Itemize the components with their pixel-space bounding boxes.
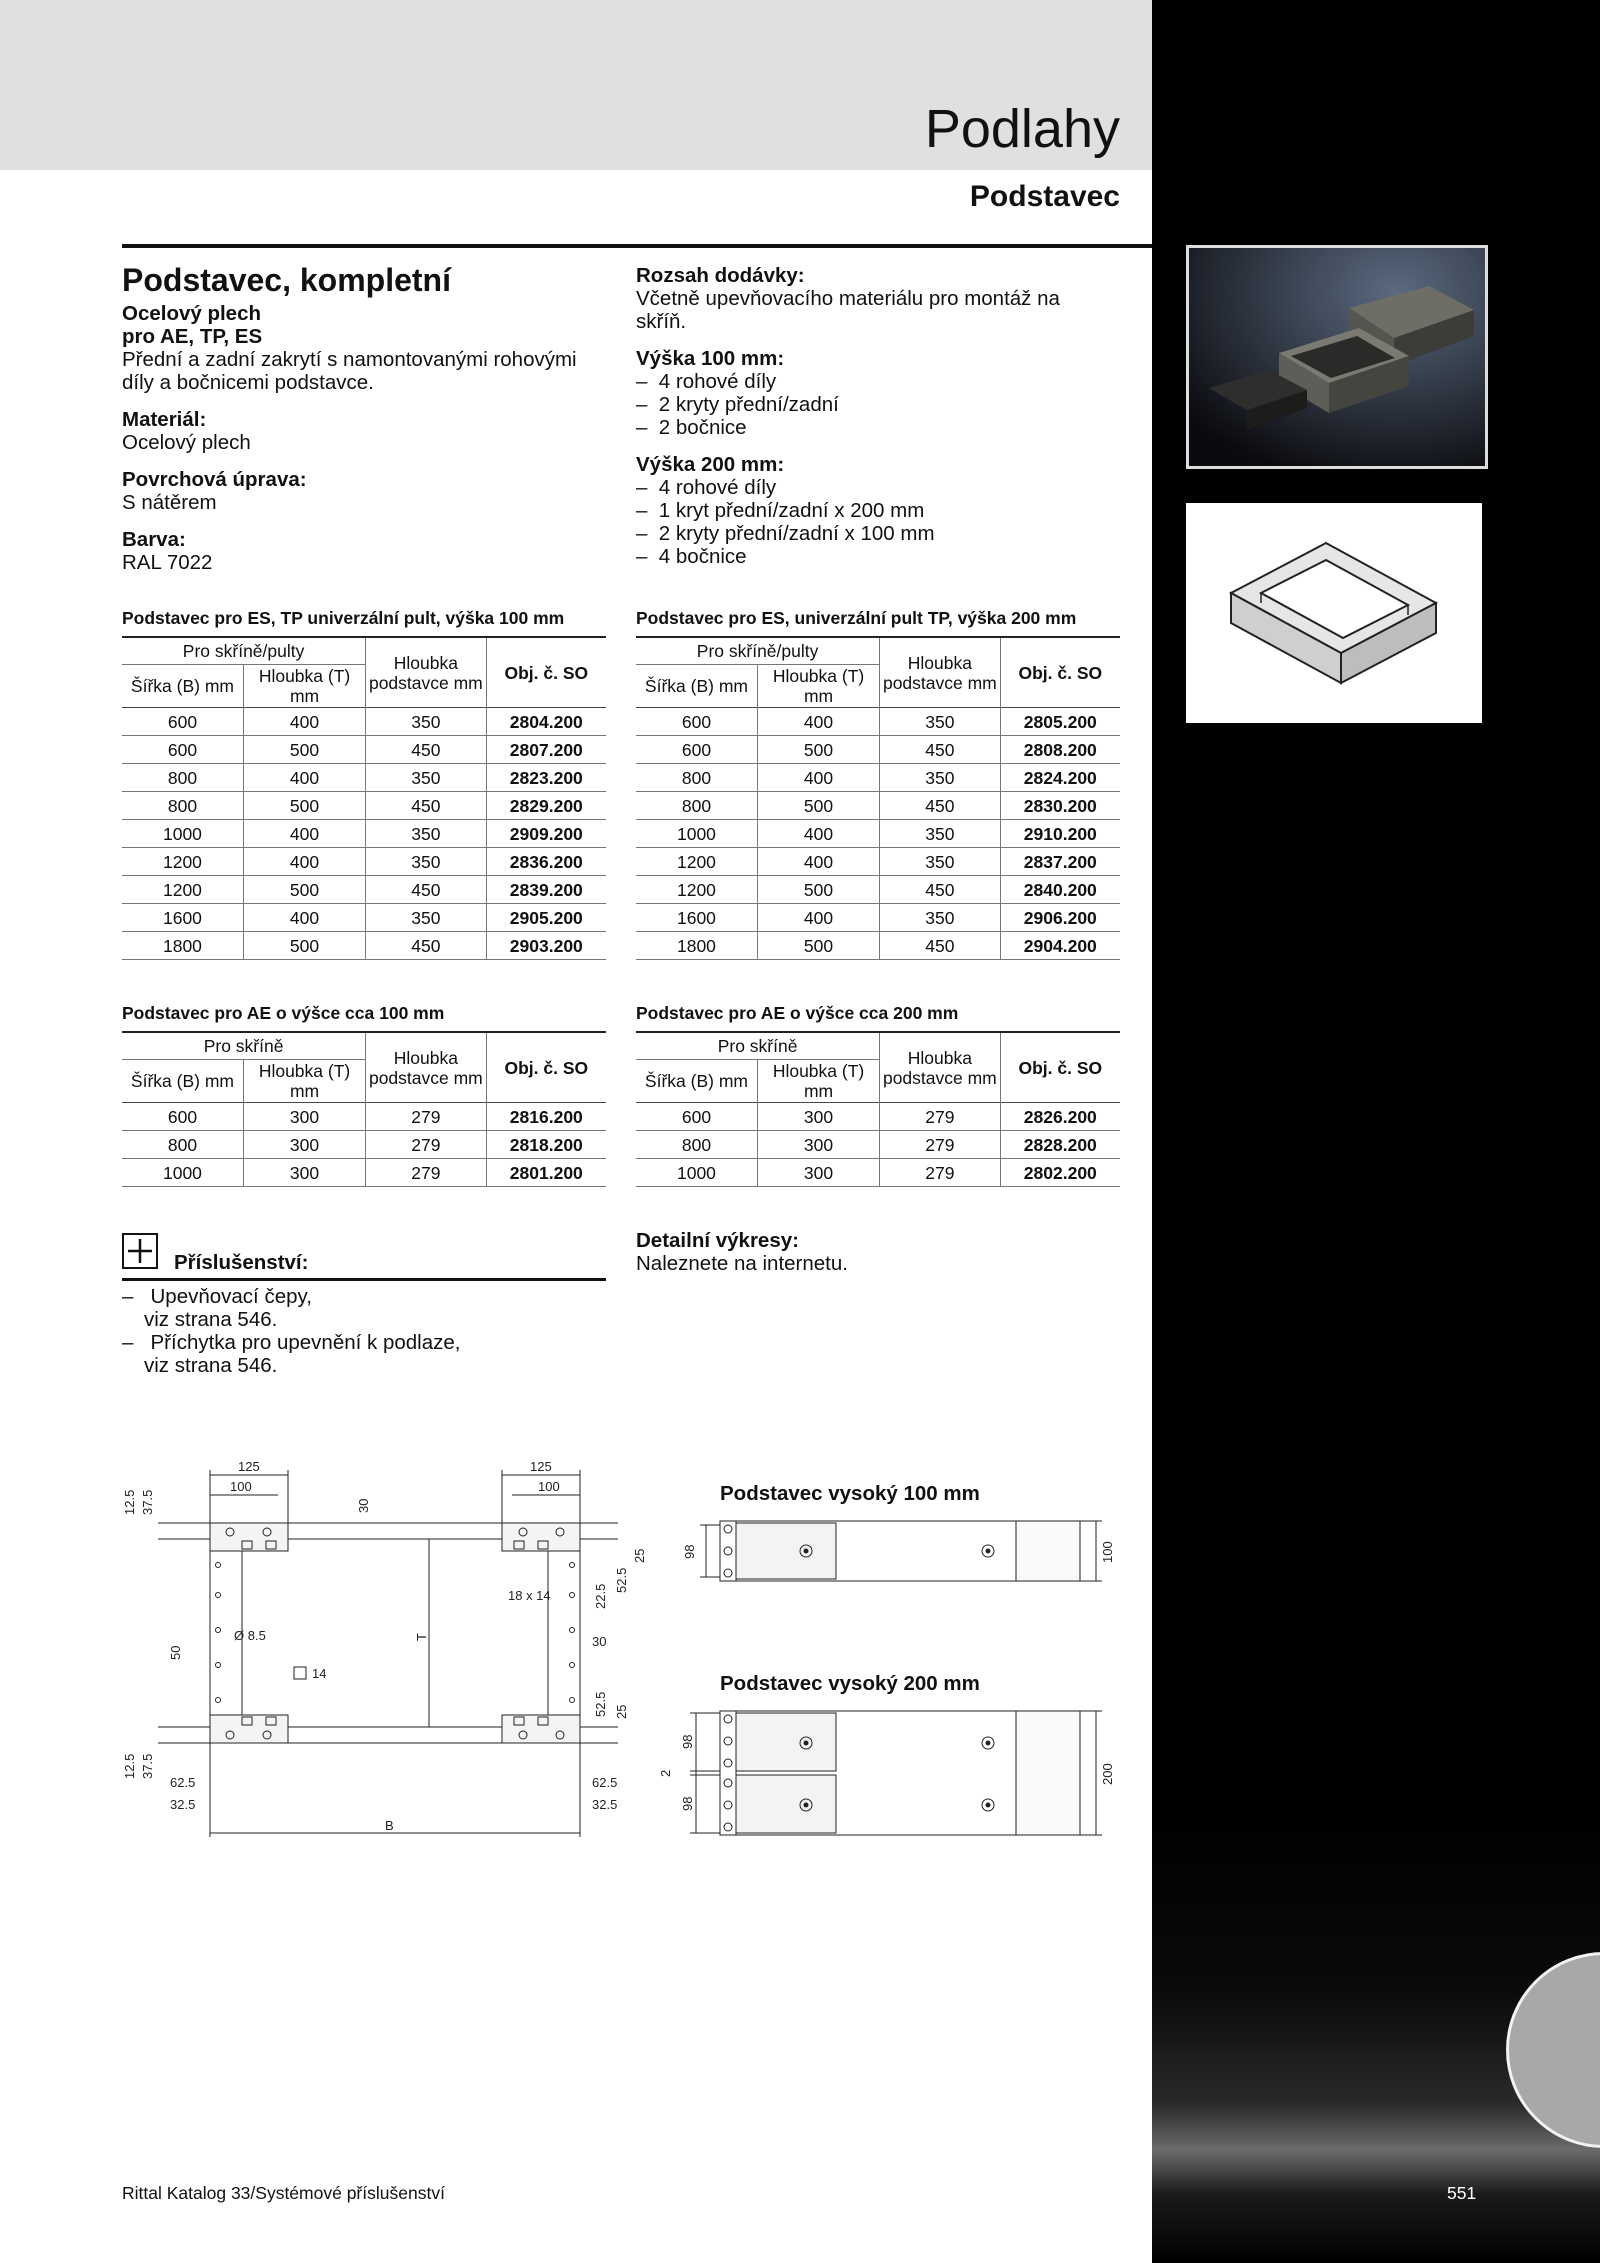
dim-label: 62.5	[170, 1775, 196, 1790]
height-header: Hloubka (T) mm	[243, 665, 365, 708]
width-cell: 1800	[122, 932, 243, 960]
width-cell: 1000	[122, 1159, 243, 1187]
table-row	[122, 736, 606, 764]
order-number-cell: 2801.200	[486, 1159, 606, 1187]
order-number-cell: 2828.200	[1000, 1131, 1120, 1159]
order-number-cell: 2839.200	[486, 876, 606, 904]
table-row	[122, 904, 606, 932]
table-row	[636, 820, 1120, 848]
width-cell: 800	[122, 792, 243, 820]
h200-item: – 1 kryt přední/zadní x 200 mm	[636, 499, 925, 522]
width-cell: 1000	[122, 820, 243, 848]
table-row	[122, 1131, 606, 1159]
product-description: Přední a zadní zakrytí s namontovanými rohovými díly a bočnicemi podstavce.	[122, 348, 577, 394]
table4	[636, 1031, 1120, 1187]
base-depth-cell: 350	[366, 848, 486, 876]
depth-cell: 400	[243, 708, 365, 736]
order-number-cell: 2824.200	[1000, 764, 1120, 792]
width-cell: 800	[636, 792, 757, 820]
base-depth-cell: 350	[880, 708, 1000, 736]
base-depth-cell: 279	[366, 1103, 486, 1131]
depth-cell: 500	[243, 932, 365, 960]
material-line1: Ocelový plech	[122, 302, 262, 325]
order-number-cell: 2818.200	[486, 1131, 606, 1159]
dim-label: B	[385, 1818, 394, 1833]
order-number-cell: 2829.200	[486, 792, 606, 820]
scope-section	[636, 264, 1106, 568]
base-depth-cell: 450	[366, 736, 486, 764]
table3	[122, 1031, 606, 1187]
surface-value: S nátěrem	[122, 491, 217, 514]
base-depth-cell: 279	[880, 1103, 1000, 1131]
depth-cell: 500	[757, 876, 879, 904]
dim-label: 100	[1100, 1541, 1115, 1563]
depth-cell: 400	[757, 904, 879, 932]
order-number-cell: 2910.200	[1000, 820, 1120, 848]
base-depth-cell: 350	[880, 820, 1000, 848]
h100-item: – 4 rohové díly	[636, 370, 777, 393]
h100-item: – 2 bočnice	[636, 416, 747, 439]
table-row	[122, 876, 606, 904]
table-row	[636, 792, 1120, 820]
side100-drawing	[676, 1515, 1126, 1595]
header-rule	[122, 244, 1152, 248]
width-header: Šířka (B) mm	[122, 665, 243, 708]
base-depth-cell: 450	[880, 736, 1000, 764]
base-depth-cell: 350	[880, 904, 1000, 932]
width-cell: 800	[636, 1131, 757, 1159]
width-cell: 1200	[636, 876, 757, 904]
table-row	[122, 792, 606, 820]
h100-label: Výška 100 mm:	[636, 347, 785, 370]
width-cell: 1200	[122, 848, 243, 876]
dim-label: 52.5	[593, 1691, 608, 1717]
table2	[636, 636, 1120, 960]
table2-title: Podstavec pro ES, univerzální pult TP, výška 200 mm	[636, 608, 1077, 628]
depth-cell: 500	[243, 736, 365, 764]
base-depth-cell: 350	[366, 904, 486, 932]
table-row	[122, 1103, 606, 1131]
group-header: Pro skříně/pulty	[122, 637, 366, 665]
material-value: Ocelový plech	[122, 431, 251, 454]
width-cell: 600	[636, 1103, 757, 1131]
order-number-cell: 2807.200	[486, 736, 606, 764]
material-line2: pro AE, TP, ES	[122, 325, 263, 348]
group-header: Pro skříně/pulty	[636, 637, 880, 665]
depth-cell: 500	[757, 736, 879, 764]
order-header: Obj. č. SO	[1018, 1057, 1103, 1078]
table-row	[636, 1103, 1120, 1131]
dim-label: T	[414, 1633, 429, 1641]
depth-cell: 300	[243, 1131, 365, 1159]
table-row	[122, 708, 606, 736]
order-number-cell: 2816.200	[486, 1103, 606, 1131]
accessories-list	[122, 1285, 612, 1377]
base-depth-cell: 350	[366, 764, 486, 792]
width-header: Šířka (B) mm	[636, 1060, 757, 1103]
depth-cell: 400	[757, 708, 879, 736]
table-row	[636, 848, 1120, 876]
order-number-cell: 2903.200	[486, 932, 606, 960]
order-header: Obj. č. SO	[504, 662, 589, 683]
height-header: Hloubka (T) mm	[757, 1060, 879, 1103]
width-cell: 1000	[636, 1159, 757, 1187]
details-value: Naleznete na internetu.	[636, 1252, 848, 1275]
table-row	[122, 932, 606, 960]
list-item: – Příchytka pro upevnění k podlaze,	[122, 1331, 461, 1354]
depth-cell: 300	[243, 1103, 365, 1131]
order-number-cell: 2804.200	[486, 708, 606, 736]
scope-value: Včetně upevňovacího materiálu pro montáž na skříň.	[636, 287, 1060, 333]
width-cell: 800	[122, 1131, 243, 1159]
width-cell: 600	[122, 708, 243, 736]
dim-label: 125	[238, 1459, 260, 1474]
base-depth-cell: 350	[880, 848, 1000, 876]
order-number-cell: 2904.200	[1000, 932, 1120, 960]
h100-item: – 2 kryty přední/zadní	[636, 393, 839, 416]
surface-label: Povrchová úprava:	[122, 468, 307, 491]
table1-title: Podstavec pro ES, TP univerzální pult, výška 100 mm	[122, 608, 565, 628]
order-number-cell: 2909.200	[486, 820, 606, 848]
list-item: – Upevňovací čepy,	[122, 1285, 312, 1308]
depth-cell: 300	[757, 1159, 879, 1187]
base-depth-cell: 279	[366, 1131, 486, 1159]
width-cell: 600	[636, 708, 757, 736]
details-section	[636, 1229, 848, 1275]
dim-label: 12.5	[122, 1753, 137, 1779]
color-value: RAL 7022	[122, 551, 213, 574]
dim-label: 50	[168, 1645, 183, 1660]
base-depth-cell: 350	[880, 764, 1000, 792]
height-header: Hloubka (T) mm	[243, 1060, 365, 1103]
base-depth-cell: 450	[366, 792, 486, 820]
dim-label: 12.5	[122, 1489, 137, 1515]
product-line-drawing	[1186, 503, 1482, 723]
depth-cell: 400	[757, 820, 879, 848]
order-number-cell: 2802.200	[1000, 1159, 1120, 1187]
dim-label: 30	[592, 1634, 607, 1649]
dim-label: 52.5	[614, 1567, 629, 1593]
page-title: Podlahy	[924, 99, 1120, 159]
table-row	[122, 764, 606, 792]
width-cell: 1800	[636, 932, 757, 960]
width-cell: 800	[636, 764, 757, 792]
base-depth-cell: 279	[880, 1159, 1000, 1187]
dim-label: 37.5	[140, 1753, 155, 1779]
table-row	[122, 820, 606, 848]
dim-label: 62.5	[592, 1775, 618, 1790]
depth-header: Hloubka podstavce mm	[880, 1032, 1000, 1103]
order-header: Obj. č. SO	[1018, 662, 1103, 683]
group-header: Pro skříně	[636, 1032, 880, 1060]
footer-catalog: Rittal Katalog 33/Systémové příslušenství	[122, 2183, 445, 2203]
base-depth-cell: 450	[880, 932, 1000, 960]
dim-label: Ø 8.5	[234, 1628, 266, 1643]
side100-title: Podstavec vysoký 100 mm	[720, 1482, 980, 1505]
dim-label: 37.5	[140, 1489, 155, 1515]
group-header: Pro skříně	[122, 1032, 366, 1060]
table-row	[636, 932, 1120, 960]
table-row	[122, 848, 606, 876]
dim-label: 14	[312, 1666, 327, 1681]
order-number-cell: 2837.200	[1000, 848, 1120, 876]
accessories-title: Příslušenství:	[174, 1251, 309, 1274]
dim-label: 2	[658, 1769, 673, 1777]
dim-label: 22.5	[593, 1583, 608, 1609]
order-number-cell: 2830.200	[1000, 792, 1120, 820]
depth-cell: 500	[757, 932, 879, 960]
width-cell: 600	[122, 1103, 243, 1131]
depth-header: Hloubka podstavce mm	[880, 637, 1000, 708]
order-number-cell: 2823.200	[486, 764, 606, 792]
depth-header: Hloubka podstavce mm	[366, 637, 486, 708]
color-label: Barva:	[122, 528, 186, 551]
order-number-cell: 2805.200	[1000, 708, 1120, 736]
left-description	[122, 302, 612, 588]
details-label: Detailní výkresy:	[636, 1229, 799, 1252]
depth-cell: 400	[243, 904, 365, 932]
h200-label: Výška 200 mm:	[636, 453, 785, 476]
width-cell: 600	[636, 736, 757, 764]
order-number-cell: 2906.200	[1000, 904, 1120, 932]
width-cell: 600	[122, 736, 243, 764]
height-header: Hloubka (T) mm	[757, 665, 879, 708]
table-row	[636, 1131, 1120, 1159]
list-item-sub: viz strana 546.	[144, 1308, 278, 1331]
depth-cell: 500	[243, 876, 365, 904]
depth-cell: 400	[243, 764, 365, 792]
dim-label: 98	[680, 1796, 695, 1811]
scope-label: Rozsah dodávky:	[636, 264, 805, 287]
width-header: Šířka (B) mm	[122, 1060, 243, 1103]
plan-drawing	[118, 1455, 648, 1845]
table-row	[636, 876, 1120, 904]
order-number-cell: 2840.200	[1000, 876, 1120, 904]
page-subtitle: Podstavec	[969, 180, 1120, 213]
base-depth-cell: 450	[880, 876, 1000, 904]
base-depth-cell: 450	[880, 792, 1000, 820]
h200-item: – 2 kryty přední/zadní x 100 mm	[636, 522, 935, 545]
dim-label: 125	[530, 1459, 552, 1474]
dim-label: 25	[614, 1704, 629, 1719]
base-depth-cell: 350	[366, 820, 486, 848]
dim-label: 98	[680, 1734, 695, 1749]
table3-title: Podstavec pro AE o výšce cca 100 mm	[122, 1003, 445, 1023]
depth-cell: 500	[243, 792, 365, 820]
depth-cell: 300	[757, 1131, 879, 1159]
product-photo	[1186, 245, 1488, 469]
order-number-cell: 2826.200	[1000, 1103, 1120, 1131]
order-header: Obj. č. SO	[504, 1057, 589, 1078]
table-row	[122, 1159, 606, 1187]
width-cell: 1600	[636, 904, 757, 932]
order-number-cell: 2808.200	[1000, 736, 1120, 764]
table1	[122, 636, 606, 960]
width-cell: 800	[122, 764, 243, 792]
depth-cell: 300	[243, 1159, 365, 1187]
dim-label: 100	[538, 1479, 560, 1494]
width-cell: 1200	[122, 876, 243, 904]
dim-label: 200	[1100, 1763, 1115, 1785]
base-depth-cell: 350	[366, 708, 486, 736]
table-row	[636, 764, 1120, 792]
material-label: Materiál:	[122, 408, 207, 431]
base-depth-cell: 450	[366, 876, 486, 904]
dim-label: 32.5	[170, 1797, 196, 1812]
order-number-cell: 2905.200	[486, 904, 606, 932]
h200-item: – 4 rohové díly	[636, 476, 777, 499]
page-number: 551	[1447, 2183, 1477, 2203]
dim-label: 30	[356, 1498, 371, 1513]
plus-icon	[122, 1233, 158, 1269]
dim-label: 32.5	[592, 1797, 618, 1812]
depth-cell: 400	[243, 820, 365, 848]
table-row	[636, 1159, 1120, 1187]
width-cell: 1000	[636, 820, 757, 848]
list-item-sub: viz strana 546.	[144, 1354, 278, 1377]
side200-drawing	[650, 1705, 1126, 1845]
base-depth-cell: 279	[366, 1159, 486, 1187]
depth-header: Hloubka podstavce mm	[366, 1032, 486, 1103]
depth-cell: 300	[757, 1103, 879, 1131]
width-cell: 1600	[122, 904, 243, 932]
base-depth-cell: 450	[366, 932, 486, 960]
h200-item: – 4 bočnice	[636, 545, 747, 568]
dim-label: 25	[632, 1548, 647, 1563]
table-row	[636, 736, 1120, 764]
dim-label: 98	[682, 1544, 697, 1559]
width-header: Šířka (B) mm	[636, 665, 757, 708]
product-title: Podstavec, kompletní	[122, 262, 451, 298]
depth-cell: 400	[243, 848, 365, 876]
depth-cell: 400	[757, 848, 879, 876]
dim-label: 18 x 14	[508, 1588, 551, 1603]
order-number-cell: 2836.200	[486, 848, 606, 876]
table-row	[636, 708, 1120, 736]
depth-cell: 400	[757, 764, 879, 792]
base-depth-cell: 279	[880, 1131, 1000, 1159]
width-cell: 1200	[636, 848, 757, 876]
table4-title: Podstavec pro AE o výšce cca 200 mm	[636, 1003, 959, 1023]
depth-cell: 500	[757, 792, 879, 820]
accessories-rule	[122, 1278, 606, 1281]
table-row	[636, 904, 1120, 932]
side200-title: Podstavec vysoký 200 mm	[720, 1672, 980, 1695]
dim-label: 100	[230, 1479, 252, 1494]
